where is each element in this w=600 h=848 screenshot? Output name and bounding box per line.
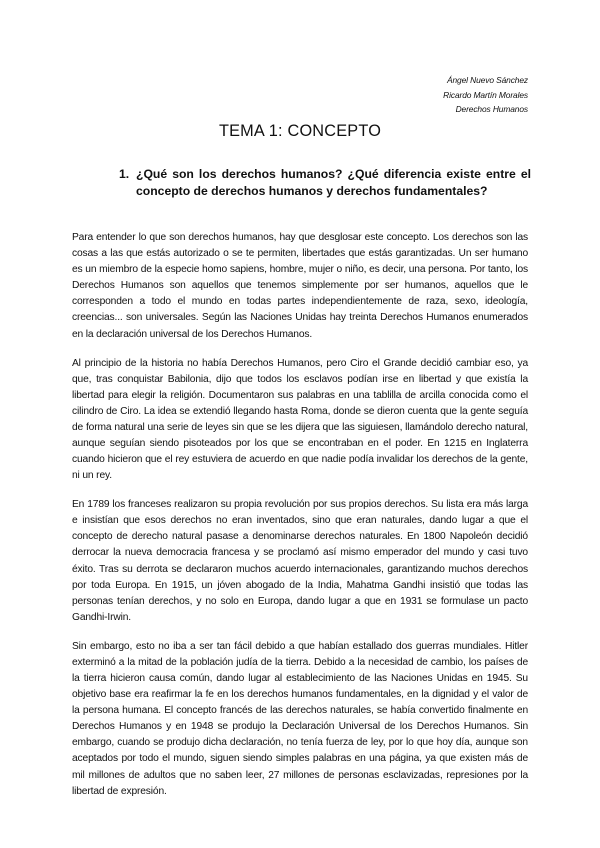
- question-number: 1.: [119, 167, 130, 181]
- course-subject: Derechos Humanos: [455, 104, 528, 115]
- question-heading: [119, 166, 531, 200]
- paragraph-4: Sin embargo, esto no iba a ser tan fácil debido a que habían estallado dos guerras mundiales. Hitler exterminó a la mitad de la población judía de la tierra. Debido a la necesidad de cambio, los países de la tierra hicieron causa común, dando lugar al establecimiento de las Naciones Unidas en 1945. Su objetivo base era reafirmar la fe en los derechos humanos fundamentales, en la dignidad y el valor de la persona humana. El concepto francés de las derechos naturales, se había convertido finalmente en Derechos Humanos y en 1948 se produjo la Declaración Universal de los Derechos Humanos. Sin embargo, cuando se produjo dicha declaración, no tenía fuerza de ley, por lo que hoy día, aunque son aceptados por todo el mundo, siguen siendo simples palabras en una página, ya que existen más de mil millones de adultos que no saben leer, 27 millones de personas esclavizadas, represiones por la libertad de expresión.: [72, 640, 528, 797]
- author-name-2: Ricardo Martín Morales: [443, 89, 528, 100]
- document-header: [443, 73, 528, 117]
- body-text: [72, 230, 528, 813]
- paragraph-1: Para entender lo que son derechos humanos, hay que desglosar este concepto. Los derechos son las cosas a las que estás autorizado o se te permiten, libertades que estás garantizadas. Un ser humano es un miembro de la especie homo sapiens, hombre, mujer o niño, es decir, una persona. Por tanto, los Derechos Humanos son aquellos que tenemos simplemente por ser humanos, aquellos que le corresponden a todo el mundo en todas partes independientemente de raza, sexo, ideología, creencias... son universales. Según las Naciones Unidas hay treinta Derechos Humanos enumerados en la declaración universal de los Derechos Humanos.: [72, 232, 528, 340]
- page-title: TEMA 1: CONCEPTO: [218, 122, 382, 140]
- paragraph-2: Al principio de la historia no había Derechos Humanos, pero Ciro el Grande decidió cambiar eso, ya que, tras conquistar Babilonia, dijo que todos los esclavos podían irse en libertad y que existía la libertad para elegir la religión. Documentaron sus palabras en una tablilla de arcilla conocida como el cilindro de Ciro. La idea se extendió llegando hasta Roma, donde se dieron cuenta que la gente seguía de forma natural una serie de leyes sin que se les dijera que las siguiesen, llamándolo derecho natural, aunque seguían siendo pisoteados por los que se encontraban en el poder. En 1215 en Inglaterra cuando hicieron que el rey estuviera de acuerdo en que nadie podía invalidar los derechos de la gente, ni un rey.: [72, 357, 528, 482]
- author-name-1: Ángel Nuevo Sánchez: [447, 75, 528, 85]
- paragraph-3: En 1789 los franceses realizaron su propia revolución por sus propios derechos. Su lista era más larga e insistían que esos derechos no eran inventados, sino que eran naturales, dando lugar a que el concepto de derecho natural pasase a denominarse derechos naturales. En 1800 Napoleón decidió derrocar la nueva democracia francesa y se proclamó así mismo emperador del mundo y casi tuvo éxito. Tras su derrota se declararon muchos acuerdo internacionales, garantizando muchos derechos por toda Europa. En 1915, un jóven abogado de la India, Mahatma Gandhi insistió que todas las personas tenían derechos, y no solo en Europa, dando lugar a que en 1931 se formulase un pacto Gandhi-Irwin.: [72, 499, 528, 623]
- question-text: ¿Qué son los derechos humanos? ¿Qué diferencia existe entre el concepto de derechos humanos y derechos fundamentales?: [136, 167, 531, 198]
